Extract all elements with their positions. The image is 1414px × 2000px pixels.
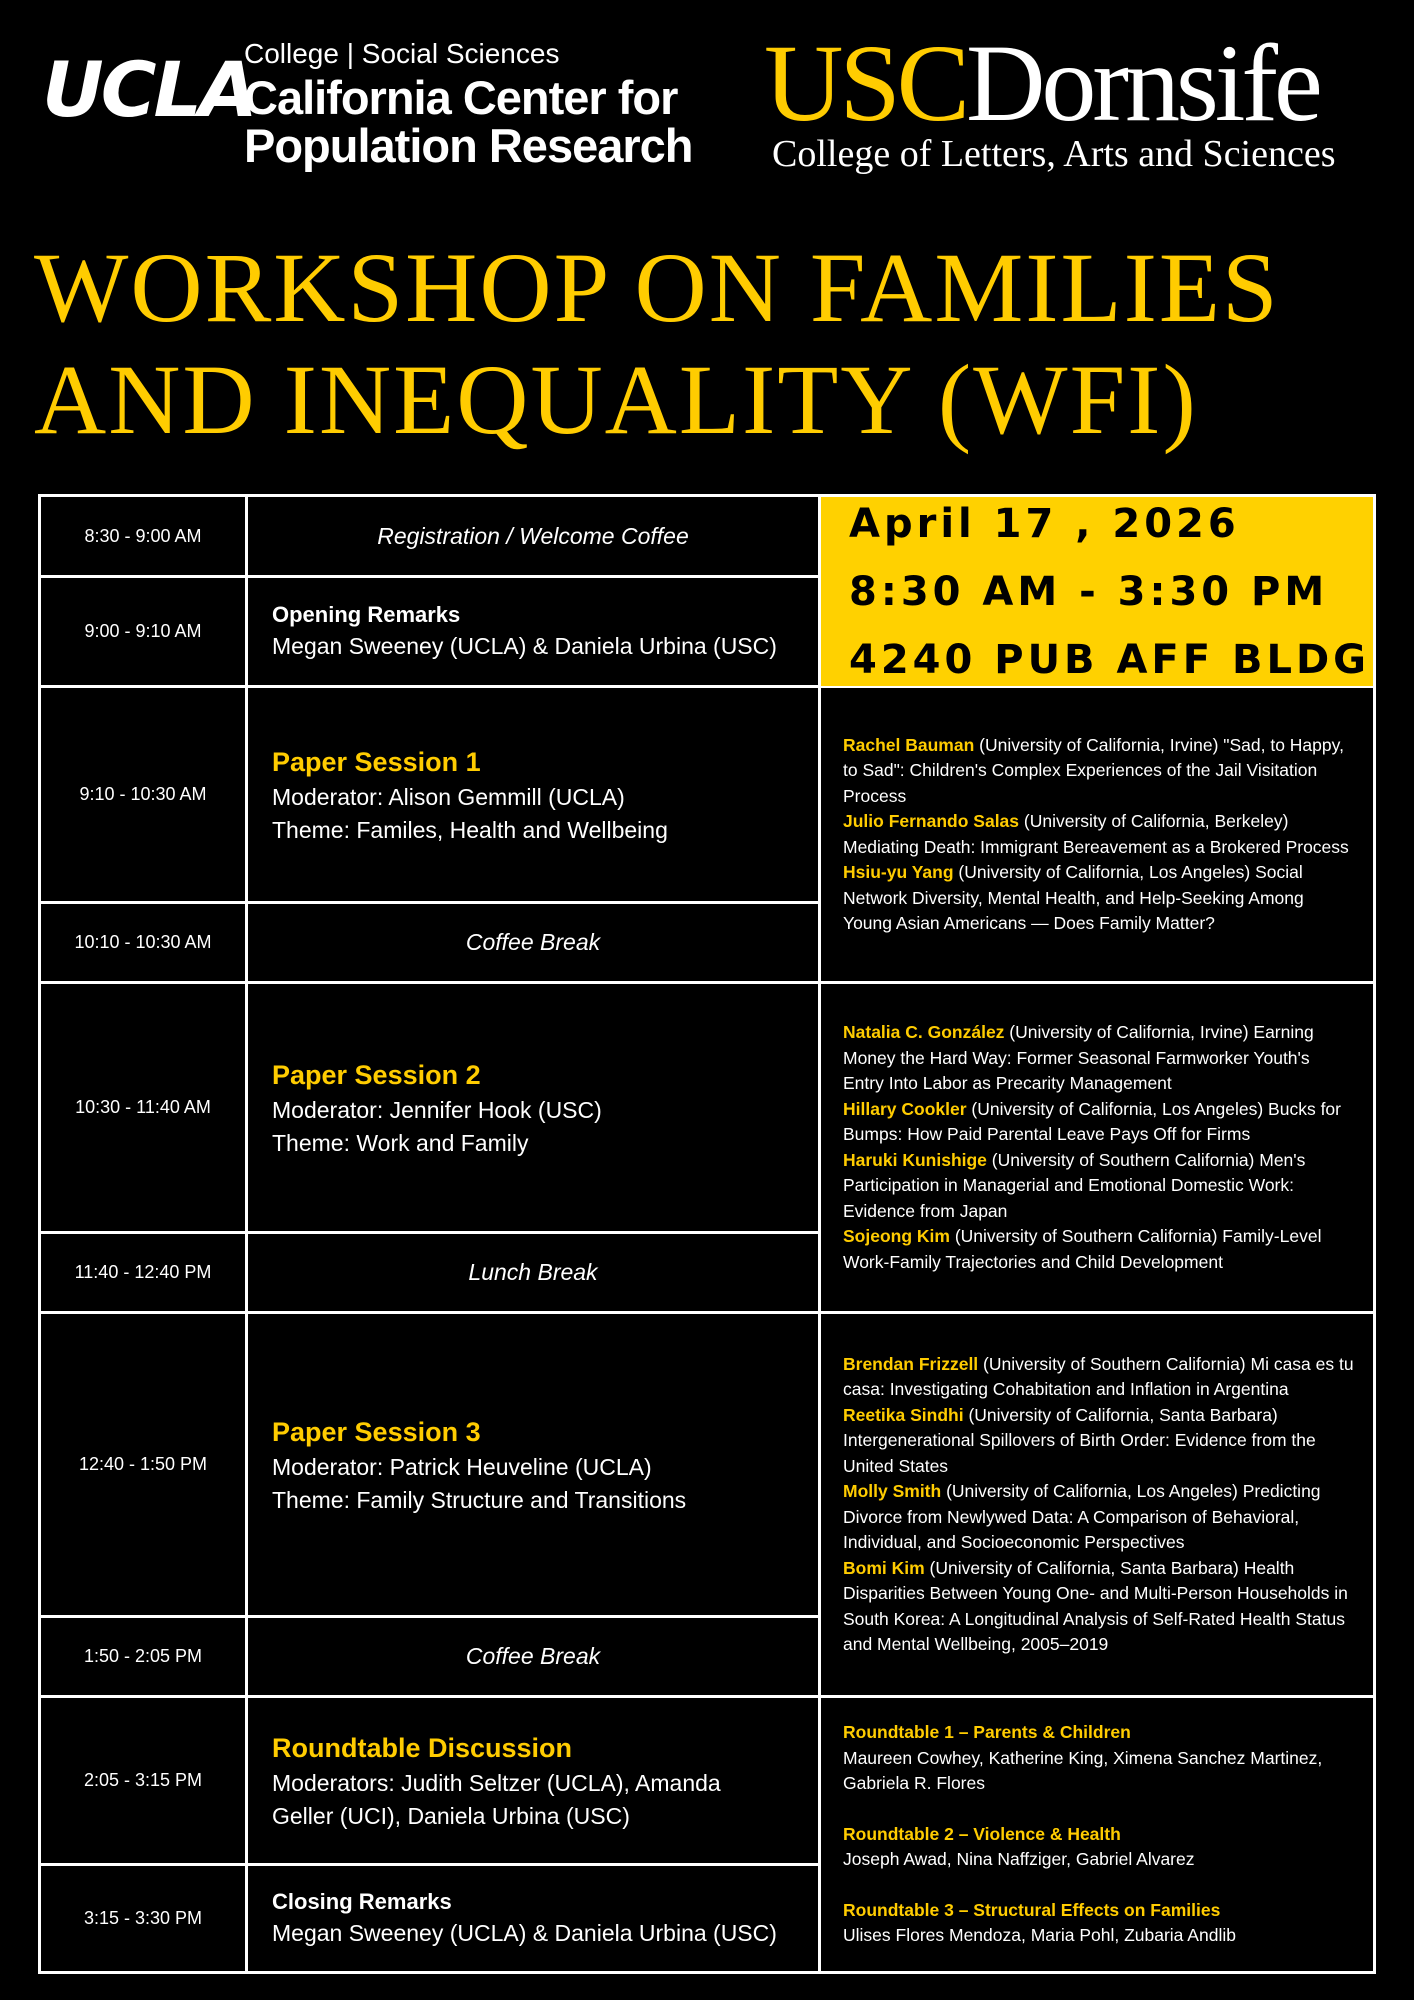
paper-entry — [843, 1479, 1355, 1556]
title-line2: AND INEQUALITY (WFI) — [34, 344, 1198, 455]
roundtable-title: Roundtable Discussion — [272, 1732, 573, 1763]
paper-detail: (University of California, Los Angeles) Bucks for Bumps: How Paid Parental Leave Pays Off for Firms — [843, 1098, 1341, 1144]
opening-title: Opening Remarks — [272, 602, 461, 627]
session1-moderator: Moderator: Alison Gemmill (UCLA) — [272, 783, 625, 810]
roundtable-3-participants: Ulises Flores Mendoza, Maria Pohl, Zubaria Andlib — [843, 1925, 1236, 1946]
title-line1: WORKSHOP ON FAMILIES — [34, 232, 1280, 343]
session3-moderator: Moderator: Patrick Heuveline (UCLA) — [272, 1453, 652, 1480]
presenter-name: Molly Smith — [843, 1481, 942, 1501]
paper-detail: (University of California, Berkeley) Mediating Death: Immigrant Bereavement as a Brokered Process — [843, 811, 1349, 857]
dornsife-logo-text: Dornsife — [965, 22, 1319, 144]
time-session3: 12:40 - 1:50 PM — [78, 1454, 208, 1474]
presenter-name: Julio Fernando Salas — [843, 811, 1020, 831]
presenter-name: Hsiu-yu Yang — [843, 862, 954, 882]
registration-label: Registration / Welcome Coffee — [377, 522, 689, 549]
presenter-name: Rachel Bauman — [843, 734, 975, 755]
paper-detail: (University of California, Santa Barbara) Intergenerational Spillovers of Birth Order: Evidence from the United States — [843, 1404, 1316, 1476]
paper-detail: (University of Southern California) Men's Participation in Managerial and Emotional Domestic Work: Evidence from Japan — [843, 1149, 1306, 1221]
presenter-name: Haruki Kunishige — [843, 1149, 987, 1170]
ucla-unit: College | Social Sciences — [244, 38, 560, 69]
opening-speakers: Megan Sweeney (UCLA) & Daniela Urbina (USC) — [272, 633, 777, 659]
session2-theme: Theme: Work and Family — [272, 1129, 529, 1156]
paper-detail: (University of California, Los Angeles) Social Network Diversity, Mental Health, and Help-Seeking Among Young Asian Americans — Does Family Matter? — [843, 862, 1304, 933]
time-session1: 9:10 - 10:30 AM — [79, 784, 207, 804]
coffee-break-1: Coffee Break — [465, 929, 601, 955]
lunch-break: Lunch Break — [468, 1259, 598, 1285]
paper-entry — [843, 1097, 1355, 1148]
paper-entry — [843, 809, 1355, 860]
paper-detail: (University of California, Irvine) Earning Money the Hard Way: Former Seasonal Farmworker Youth's Entry Into Labor as Precarity Management — [843, 1022, 1314, 1093]
session1-theme: Theme: Familes, Health and Wellbeing — [272, 816, 668, 843]
closing-title: Closing Remarks — [272, 1889, 452, 1914]
session3-papers — [821, 1314, 1373, 1695]
ccpr-line2: Population Research — [244, 118, 693, 172]
paper-session-2 — [248, 984, 818, 1231]
usc-subtitle: College of Letters, Arts and Sciences — [772, 133, 1336, 175]
closing-speakers: Megan Sweeney (UCLA) & Daniela Urbina (USC) — [272, 1920, 777, 1946]
time-closing: 3:15 - 3:30 PM — [83, 1908, 203, 1928]
presenter-name: Hillary Cookler — [843, 1098, 967, 1119]
time-break1: 10:10 - 10:30 AM — [74, 932, 212, 952]
roundtable-moderators-line1: Moderators: Judith Seltzer (UCLA), Amanda — [272, 1769, 721, 1796]
roundtable-1-title: Roundtable 1 – Parents & Children — [843, 1722, 1131, 1743]
presenter-name: Natalia C. González — [843, 1022, 1005, 1042]
ucla-logo: UCLA — [42, 45, 255, 134]
presenter-name: Reetika Sindhi — [843, 1404, 964, 1425]
paper-entry — [843, 1403, 1355, 1480]
time-opening: 9:00 - 9:10 AM — [84, 621, 202, 641]
paper-entry — [843, 860, 1355, 937]
paper-entry — [843, 1556, 1355, 1658]
time-break2: 1:50 - 2:05 PM — [83, 1646, 203, 1666]
presenter-name: Brendan Frizzell — [843, 1353, 979, 1374]
presenter-name: Sojeong Kim — [843, 1226, 950, 1246]
time-session2: 10:30 - 11:40 AM — [75, 1097, 211, 1117]
paper-detail: (University of California, Santa Barbara) Health Disparities Between Young One- and Multi-Person Households in South Korea: A Longitudinal Analysis of Self-Rated Health Status and Mental Wellbeing, 2005–2019 — [843, 1557, 1348, 1654]
paper-entry — [843, 1352, 1355, 1403]
event-time: 8:30 AM - 3:30 PM — [849, 569, 1329, 615]
paper-detail: (University of Southern California) Mi casa es tu casa: Investigating Cohabitation and Inflation in Argentina — [843, 1353, 1354, 1399]
time-roundtable: 2:05 - 3:15 PM — [83, 1770, 203, 1790]
session3-theme: Theme: Family Structure and Transitions — [272, 1486, 687, 1513]
session2-title: Paper Session 2 — [272, 1059, 481, 1090]
paper-entry — [843, 1020, 1355, 1097]
session2-papers — [821, 984, 1373, 1311]
paper-entry — [843, 1148, 1355, 1225]
paper-session-3 — [248, 1314, 818, 1615]
roundtable-discussion — [248, 1698, 818, 1863]
session1-title: Paper Session 1 — [272, 746, 481, 777]
ccpr-line1: California Center for — [244, 71, 678, 124]
roundtable-groups — [821, 1698, 1373, 1971]
ccpr-name — [244, 71, 693, 172]
paper-detail: (University of California, Irvine) "Sad, to Happy, to Sad": Children's Complex Experiences of the Jail Visitation Process — [843, 734, 1344, 806]
coffee-break-2: Coffee Break — [465, 1643, 601, 1669]
roundtable-3-title: Roundtable 3 – Structural Effects on Families — [843, 1899, 1221, 1920]
closing-remarks — [248, 1866, 818, 1971]
presenter-name: Bomi Kim — [843, 1557, 925, 1578]
session3-title: Paper Session 3 — [272, 1416, 481, 1447]
time-registration: 8:30 - 9:00 AM — [84, 525, 202, 546]
paper-entry — [843, 1224, 1355, 1275]
paper-detail: (University of California, Los Angeles) Predicting Divorce from Newlywed Data: A Comparison of Behavioral, Individual, and Socioeconomic Perspectives — [843, 1481, 1321, 1552]
roundtable-2-participants: Joseph Awad, Nina Naffziger, Gabriel Alvarez — [843, 1849, 1195, 1870]
usc-dornsife-logo — [764, 22, 1319, 144]
roundtable-2-title: Roundtable 2 – Violence & Health — [843, 1823, 1121, 1844]
roundtable-moderators-line2: Geller (UCI), Daniela Urbina (USC) — [272, 1802, 630, 1829]
opening-remarks — [248, 578, 818, 685]
session1-papers — [821, 688, 1373, 981]
event-details-box — [821, 497, 1373, 686]
time-lunch: 11:40 - 12:40 PM — [74, 1262, 212, 1282]
page-title — [34, 232, 1280, 456]
paper-detail: (University of Southern California) Family-Level Work-Family Trajectories and Child Development — [843, 1226, 1322, 1272]
session2-moderator: Moderator: Jennifer Hook (USC) — [272, 1096, 602, 1123]
paper-session-1 — [248, 688, 818, 901]
paper-entry — [843, 733, 1355, 810]
usc-logo-text: USC — [764, 22, 966, 144]
event-date: April 17 , 2026 — [849, 501, 1240, 547]
roundtable-1-participants: Maureen Cowhey, Katherine King, Ximena Sanchez Martinez, Gabriela R. Flores — [843, 1747, 1323, 1794]
event-location: 4240 PUB AFF BLDG — [849, 637, 1371, 683]
